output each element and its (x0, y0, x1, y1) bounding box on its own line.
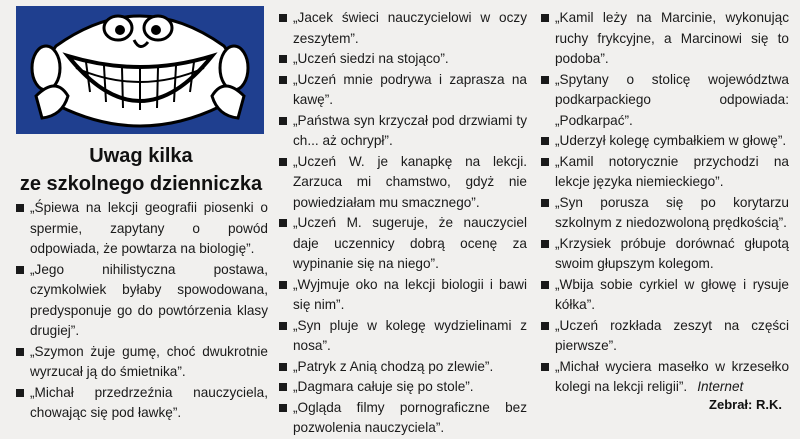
page-title (16, 142, 266, 198)
list-item: „Patryk z Anią chodzą po zlewie”. (279, 357, 527, 378)
notes-list (541, 8, 789, 398)
list-item-last (541, 357, 789, 398)
list-item: „Syn pluje w kolegę wydzielinami z nosa”. (279, 316, 527, 357)
source-label: Internet (697, 379, 744, 394)
notes-list (279, 8, 527, 439)
list-item: „Wbija sobie cyrkiel w głowę i rysuje kółka”. (541, 275, 789, 316)
list-item: „Spytany o stolicę województwa podkarpackiego odpowiada: „Podkarpać”. (541, 70, 789, 132)
list-item: „Kamil leży na Marcinie, wykonując ruchy frykcyjne, a Marcinowi się to podoba”. (541, 8, 789, 70)
list-item: „Śpiewa na lekcji geografii piosenki o spermie, zapytany o powód odpowiada, że powtarza na biologię”. (16, 198, 268, 260)
title-line-1: Uwag kilka (89, 145, 193, 167)
list-item: „Dagmara całuje się po stole”. (279, 377, 527, 398)
notes-list (16, 198, 268, 424)
list-item: „Uczeń siedzi na stojąco”. (279, 49, 527, 70)
credit: Zebrał: R.K. (709, 397, 782, 412)
list-item: „Krzysiek próbuje dorównać głupotą swoim głupszym kolegom. (541, 234, 789, 275)
grinning-face-illustration (16, 6, 264, 134)
list-item: „Ogląda filmy pornograficzne bez pozwolenia nauczyciela”. (279, 398, 527, 439)
list-item: „Uczeń mnie podrywa i zaprasza na kawę”. (279, 70, 527, 111)
grinning-face-icon (16, 6, 264, 134)
list-item: „Uczeń rozkłada zeszyt na części pierwsze”. (541, 316, 789, 357)
list-item: „Jacek świeci nauczycielowi w oczy zeszytem”. (279, 8, 527, 49)
list-item: „Państwa syn krzyczał pod drzwiami ty ch... aż ochrypł”. (279, 111, 527, 152)
column-1 (16, 198, 268, 424)
list-item: „Michał przedrzeźnia nauczyciela, chowając się pod ławkę”. (16, 383, 268, 424)
list-item: „Uczeń W. je kanapkę na lekcji. Zarzuca mi chamstwo, gdyż nie powiedziałam mu smacznego”. (279, 152, 527, 214)
title-line-2: ze szkolnego dzienniczka (19, 173, 263, 195)
list-item-text: „Michał wyciera masełko w krzesełko kolegi na lekcji religii”. (555, 358, 789, 394)
column-3 (541, 8, 789, 398)
list-item: „Szymon żuje gumę, choć dwukrotnie wyrzucał ją do śmietnika”. (16, 342, 268, 383)
list-item: „Syn porusza się po korytarzu szkolnym z niedozwoloną prędkością”. (541, 193, 789, 234)
list-item: „Kamil notorycznie przychodzi na lekcje języka niemieckiego”. (541, 152, 789, 193)
list-item: „Wyjmuje oko na lekcji biologii i bawi się nim”. (279, 275, 527, 316)
column-2 (279, 8, 527, 439)
list-item: „Uczeń M. sugeruje, że nauczyciel daje uczennicy dobrą ocenę za wypinanie się na niego”. (279, 213, 527, 275)
list-item: „Uderzył kolegę cymbałkiem w głowę”. (541, 131, 789, 152)
list-item: „Jego nihilistyczna postawa, czymkolwiek byłaby spowodowana, predysponuje go do powtórzenia klasy drugiej”. (16, 260, 268, 342)
